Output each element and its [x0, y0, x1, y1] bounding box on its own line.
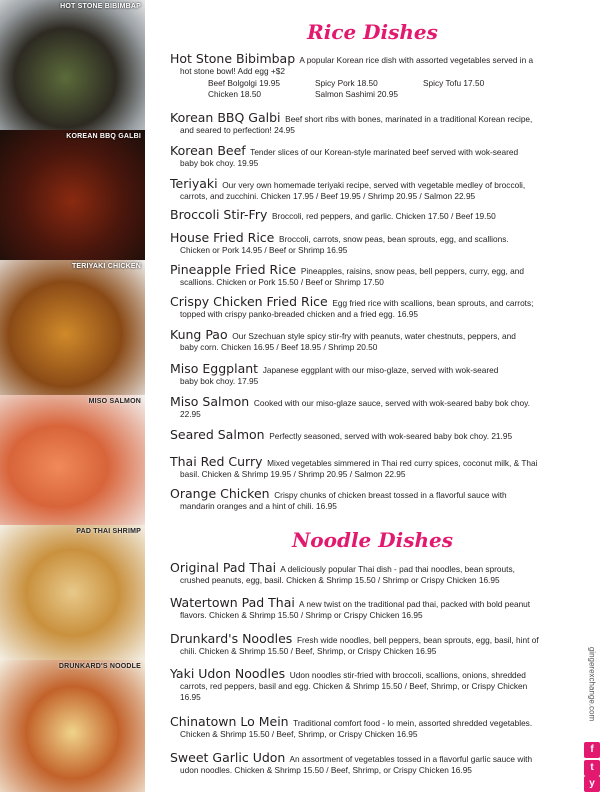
menu-item: [170, 329, 575, 353]
option: Salmon Sashimi 20.95: [315, 89, 399, 99]
rice-section-title: Rice Dishes: [307, 20, 438, 44]
website-link[interactable]: [584, 634, 600, 734]
item-desc: Broccoli, red peppers, and garlic. Chicken 17.50 / Beef 19.50: [272, 211, 496, 221]
item-name: Miso Salmon: [170, 394, 250, 409]
item-name: Sweet Garlic Udon: [170, 750, 286, 765]
menu-item: [170, 562, 575, 586]
pad-thai-photo: [0, 525, 145, 660]
item-desc: Crispy chunks of chicken breast tossed in a flavorful sauce with: [274, 490, 507, 500]
menu-item: [170, 716, 575, 740]
item-desc: A deliciously popular Thai dish - pad thai noodles, bean sprouts,: [280, 564, 515, 574]
item-desc-cont: topped with crispy panko-breaded chicken and a fried egg. 16.95: [180, 309, 419, 319]
menu-item: [170, 429, 575, 442]
item-name: Orange Chicken: [170, 486, 270, 501]
item-desc-cont: Chicken or Pork 14.95 / Beef or Shrimp 16.95: [180, 245, 348, 255]
teriyaki-photo: [0, 260, 145, 395]
item-name: Hot Stone Bibimbap: [170, 51, 296, 66]
option: Chicken 18.50: [208, 89, 262, 99]
facebook-icon[interactable]: f: [584, 742, 600, 758]
item-desc: Perfectly seasoned, served with wok-seared baby bok choy. 21.95: [269, 431, 513, 441]
item-name: Chinatown Lo Mein: [170, 714, 289, 729]
item-desc: Japanese eggplant with our miso-glaze, served with wok-seared: [262, 365, 499, 375]
item-name: Drunkard's Noodles: [170, 631, 293, 646]
item-desc: Fresh wide noodles, bell peppers, bean sprouts, egg, basil, hint of: [296, 635, 539, 645]
item-desc: Egg fried rice with scallions, bean sprouts, and carrots;: [332, 298, 534, 308]
item-desc: Pineapples, raisins, snow peas, bell peppers, curry, egg, and: [300, 266, 524, 276]
item-desc: Cooked with our miso-glaze sauce, served with wok-seared baby bok choy.: [253, 398, 530, 408]
item-desc: Udon noodles stir-fried with broccoli, scallions, onions, shredded: [289, 670, 526, 680]
item-desc-cont: chili. Chicken & Shrimp 15.50 / Beef, Shrimp, or Crispy Chicken 16.95: [180, 646, 437, 656]
item-desc-cont: Chicken & Shrimp 15.50 / Beef, Shrimp, or Crispy Chicken 16.95: [180, 729, 418, 739]
item-name: Crispy Chicken Fried Rice: [170, 294, 328, 309]
noodle-section-title: Noodle Dishes: [292, 528, 453, 552]
item-desc: An assortment of vegetables tossed in a flavorful garlic sauce with: [289, 754, 533, 764]
item-desc-cont: baby corn. Chicken 16.95 / Beef 18.95 / Shrimp 20.50: [180, 342, 378, 352]
yelp-icon[interactable]: y: [584, 776, 600, 792]
item-desc-cont: carrots, and zucchini. Chicken 17.95 / Beef 19.95 / Shrimp 20.95 / Salmon 22.95: [180, 191, 476, 201]
item-desc-cont: basil. Chicken & Shrimp 19.95 / Shrimp 20.95 / Salmon 22.95: [180, 469, 406, 479]
menu-item: [170, 668, 575, 703]
twitter-icon[interactable]: t: [584, 760, 600, 776]
item-name: Pineapple Fried Rice: [170, 262, 297, 277]
item-name: Seared Salmon: [170, 427, 265, 442]
item-desc: Our very own homemade teriyaki recipe, served with vegetable medley of broccoli,: [222, 180, 526, 190]
menu-item: [170, 209, 575, 222]
menu-item: [170, 296, 575, 320]
menu-item: [170, 633, 575, 657]
item-desc-cont: baby bok choy. 19.95: [180, 158, 259, 168]
item-desc-cont: 22.95: [180, 409, 201, 419]
item-desc: A new twist on the traditional pad thai, packed with bold peanut: [299, 599, 531, 609]
item-desc-cont: crushed peanuts, egg, basil. Chicken & Shrimp 15.50 / Shrimp or Crispy Chicken 16.95: [180, 575, 500, 585]
item-desc-cont: baby bok choy. 17.95: [180, 376, 259, 386]
item-desc-cont: 16.95: [180, 692, 201, 702]
menu-item: [170, 396, 575, 420]
item-name: Yaki Udon Noodles: [170, 666, 286, 681]
item-name: Korean Beef: [170, 143, 246, 158]
option: Spicy Pork 18.50: [315, 78, 378, 88]
menu-item: [170, 145, 575, 169]
photo-caption: TERIYAKI CHICKEN: [71, 263, 141, 270]
item-desc: Our Szechuan style spicy stir-fry with peanuts, water chestnuts, peppers, and: [232, 331, 516, 341]
menu-item: [170, 112, 575, 136]
item-name: Watertown Pad Thai: [170, 595, 295, 610]
item-name: Broccoli Stir-Fry: [170, 207, 268, 222]
item-name: Kung Pao: [170, 327, 228, 342]
option: Beef Bolgolgi 19.95: [208, 78, 280, 88]
item-desc: Traditional comfort food - lo mein, assorted shredded vegetables.: [293, 718, 533, 728]
website-text: gingerexchange.com: [587, 646, 597, 722]
item-name: House Fried Rice: [170, 230, 275, 245]
item-desc: Beef short ribs with bones, marinated in a traditional Korean recipe,: [285, 114, 533, 124]
item-desc: Tender slices of our Korean-style marinated beef served with wok-seared: [250, 147, 519, 157]
item-desc-cont: udon noodles. Chicken & Shrimp 15.50 / Beef, Shrimp, or Crispy Chicken 16.95: [180, 765, 472, 775]
item-desc: Broccoli, carrots, snow peas, bean sprouts, egg, and scallions.: [278, 234, 509, 244]
bibimbap-photo: [0, 0, 145, 130]
menu-item: [170, 488, 575, 512]
item-name: Teriyaki: [170, 176, 218, 191]
item-desc-cont: carrots, red peppers, basil and egg. Chicken & Shrimp 15.50 / Beef, Shrimp, or Crispy Chicken: [180, 681, 528, 691]
photo-caption: PAD THAI SHRIMP: [76, 528, 141, 535]
miso-salmon-photo: [0, 395, 145, 525]
item-name: Thai Red Curry: [170, 454, 263, 469]
galbi-photo: [0, 130, 145, 260]
item-desc-cont: mandarin oranges and a hint of chili. 16.95: [180, 501, 337, 511]
photo-caption: HOT STONE BIBIMBAP: [60, 3, 141, 10]
menu-item: [170, 232, 575, 256]
menu-item: [170, 752, 575, 776]
menu-item: [170, 456, 575, 480]
photo-column: [0, 0, 145, 792]
item-desc: Mixed vegetables simmered in Thai red curry spices, coconut milk, & Thai: [267, 458, 538, 468]
item-name: Miso Eggplant: [170, 361, 259, 376]
option: Spicy Tofu 17.50: [423, 78, 485, 88]
drunkards-noodle-photo: [0, 660, 145, 792]
photo-caption: KOREAN BBQ GALBI: [66, 133, 141, 140]
menu-item: [170, 178, 575, 202]
menu-item: [170, 597, 575, 621]
item-desc-cont: hot stone bowl! Add egg +$2: [180, 66, 285, 76]
item-desc-cont: flavors. Chicken & Shrimp 15.50 / Shrimp or Crispy Chicken 16.95: [180, 610, 423, 620]
menu-item-bibimbap: [170, 53, 575, 77]
item-desc-cont: and seared to perfection! 24.95: [180, 125, 295, 135]
photo-caption: DRUNKARD'S NOODLE: [58, 663, 141, 670]
photo-caption: MISO SALMON: [88, 398, 141, 405]
menu-item: [170, 264, 575, 288]
item-desc-cont: scallions. Chicken or Pork 15.50 / Beef or Shrimp 17.50: [180, 277, 384, 287]
item-name: Original Pad Thai: [170, 560, 277, 575]
item-name: Korean BBQ Galbi: [170, 110, 281, 125]
item-desc: A popular Korean rice dish with assorted vegetables served in a: [299, 55, 534, 65]
menu-item: [170, 363, 575, 387]
